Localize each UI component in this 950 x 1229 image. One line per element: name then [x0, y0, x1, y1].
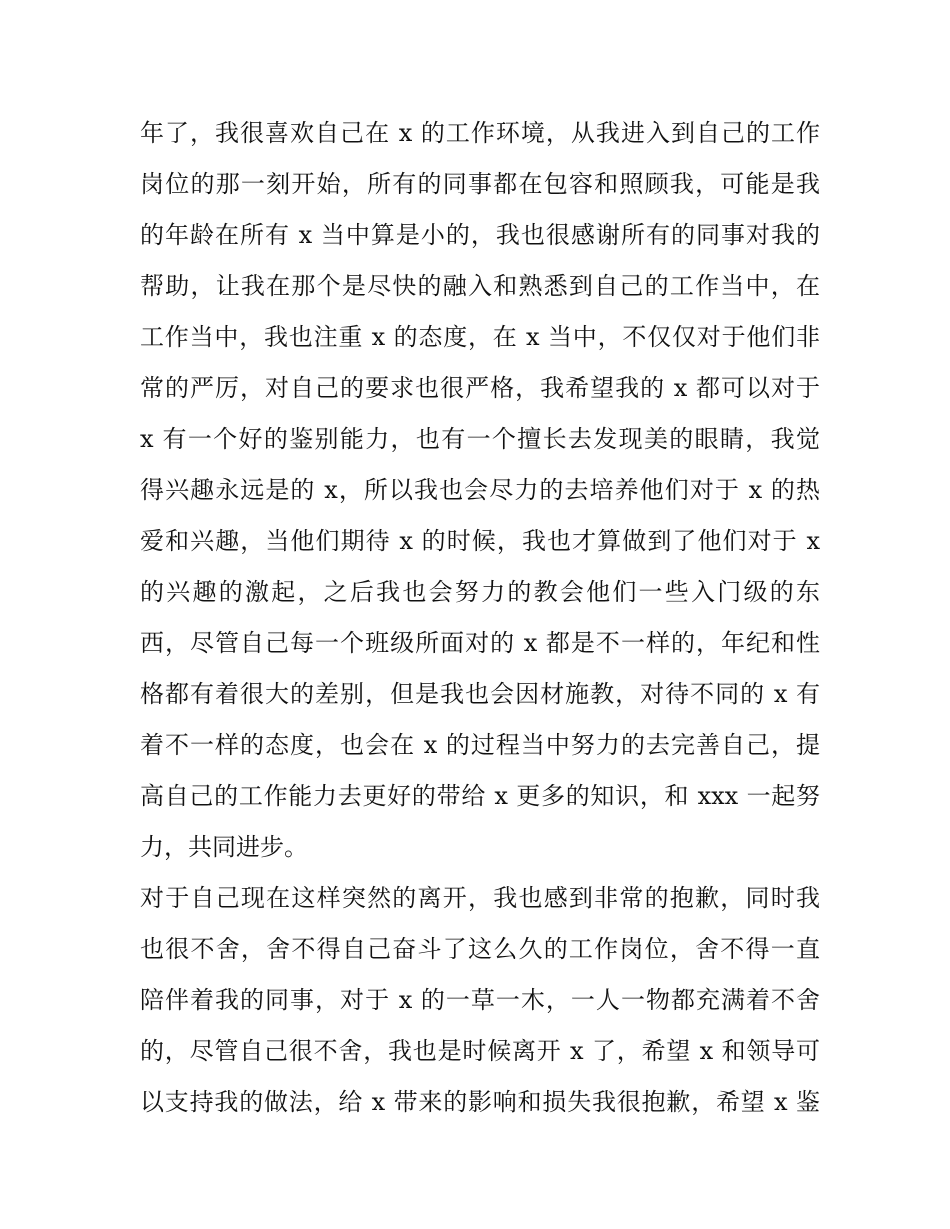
text-line: 西，尽管自己每一个班级所面对的 x 都是不一样的，年纪和性 [140, 629, 820, 657]
paragraph-end-line: 力，共同进步。 [140, 833, 308, 861]
text-line: 岗位的那一刻开始，所有的同事都在包容和照顾我，可能是我 [140, 170, 820, 198]
body-text [140, 108, 820, 1128]
text-line: 帮助，让我在那个是尽快的融入和熟悉到自己的工作当中，在 [140, 272, 820, 300]
text-line: 的年龄在所有 x 当中算是小的，我也很感谢所有的同事对我的 [140, 221, 820, 249]
text-line: 陪伴着我的同事，对于 x 的一草一木，一人一物都充满着不舍 [140, 986, 820, 1014]
text-line: 爱和兴趣，当他们期待 x 的时候，我也才算做到了他们对于 x [140, 527, 820, 555]
text-line: 的兴趣的激起，之后我也会努力的教会他们一些入门级的东 [140, 578, 820, 606]
text-line: 的，尽管自己很不舍，我也是时候离开 x 了，希望 x 和领导可 [140, 1037, 820, 1065]
text-line: 格都有着很大的差别，但是我也会因材施教，对待不同的 x 有 [140, 680, 820, 708]
text-line: 工作当中，我也注重 x 的态度，在 x 当中，不仅仅对于他们非 [140, 323, 820, 351]
text-line: 年了，我很喜欢自己在 x 的工作环境，从我进入到自己的工作 [140, 119, 820, 147]
text-line: 以支持我的做法，给 x 带来的影响和损失我很抱歉，希望 x 鉴 [140, 1088, 820, 1116]
text-line: 对于自己现在这样突然的离开，我也感到非常的抱歉，同时我 [140, 884, 820, 912]
text-line: 也很不舍，舍不得自己奋斗了这么久的工作岗位，舍不得一直 [140, 935, 820, 963]
text-line: 得兴趣永远是的 x，所以我也会尽力的去培养他们对于 x 的热 [140, 476, 820, 504]
text-line: x 有一个好的鉴别能力，也有一个擅长去发现美的眼睛，我觉 [140, 425, 820, 453]
text-line: 常的严厉，对自己的要求也很严格，我希望我的 x 都可以对于 [140, 374, 820, 402]
text-line: 高自己的工作能力去更好的带给 x 更多的知识，和 xxx 一起努 [140, 782, 820, 810]
text-line: 着不一样的态度，也会在 x 的过程当中努力的去完善自己，提 [140, 731, 820, 759]
